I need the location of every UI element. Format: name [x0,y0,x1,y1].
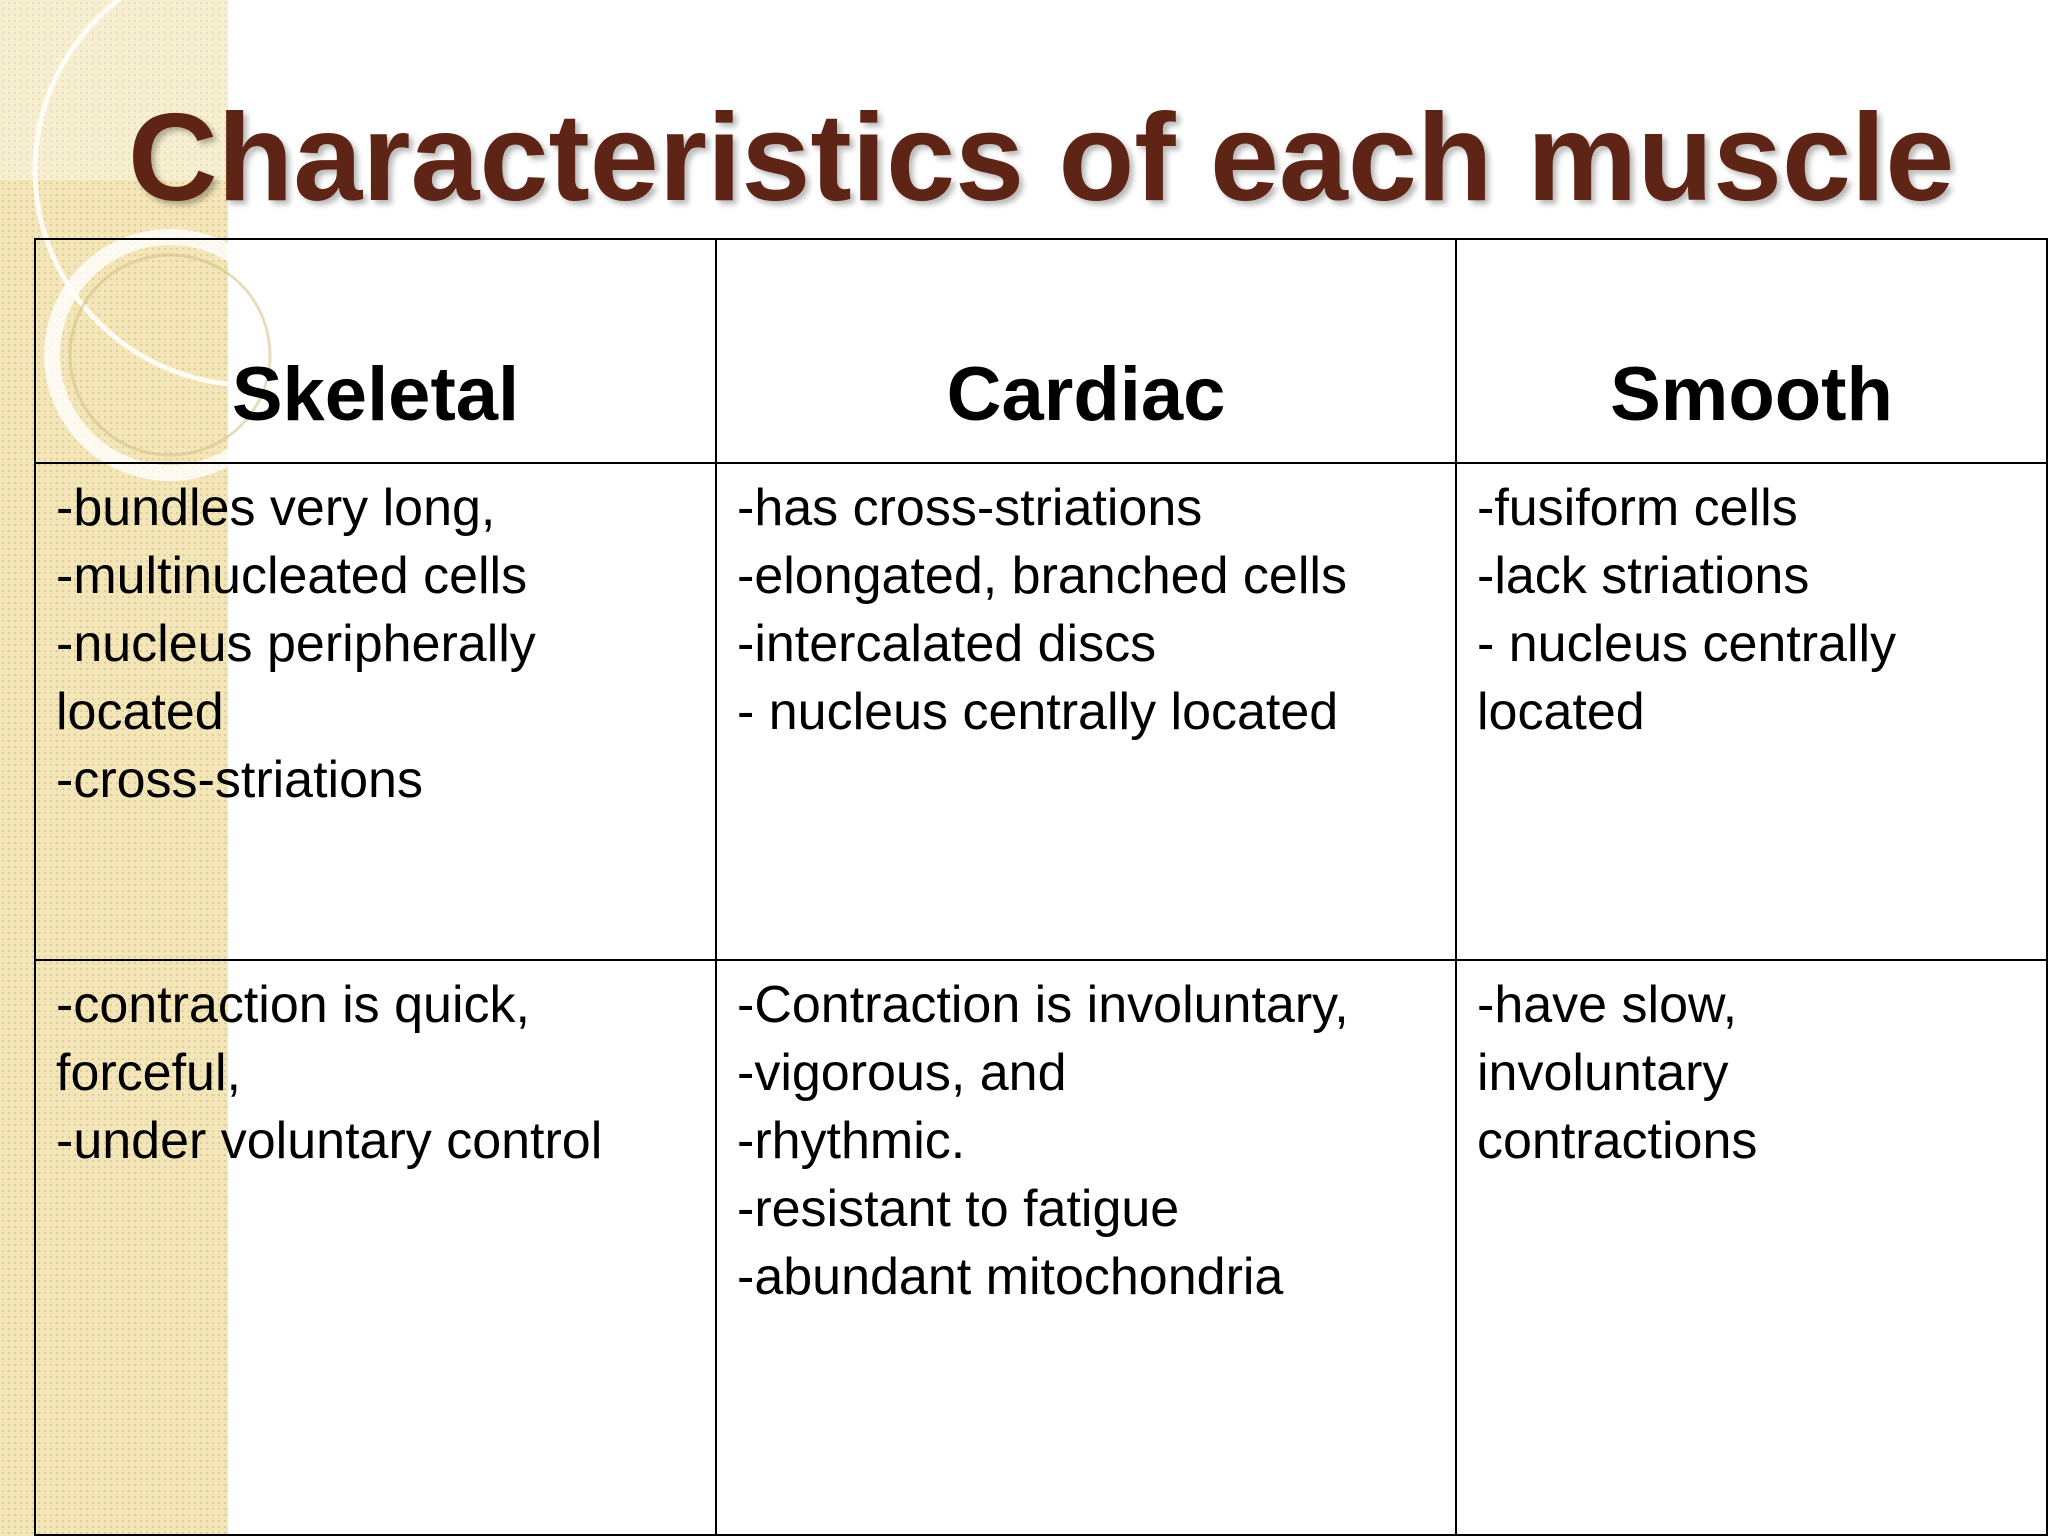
cell-text: -Contraction is involuntary, -vigorous, and -rhythmic. -resistant to fatigue -abundant mitochondria [737,976,1349,1306]
cell-text: -has cross-striations -elongated, branched cells -intercalated discs - nucleus centrally located [737,479,1347,741]
table-cell [1456,960,2047,1535]
header-label: Cardiac [946,352,1226,437]
cell-text: -fusiform cells -lack striations - nucleus centrally located [1477,479,1897,741]
header-cell-skeletal [35,239,716,463]
table-cell [35,960,716,1535]
cell-text: -bundles very long, -multinucleated cells -nucleus peripherally located -cross-striations [56,479,536,809]
header-label: Skeletal [231,352,520,437]
table-cell [1456,463,2047,960]
table-row [35,960,2047,1535]
table-cell [716,463,1456,960]
table-row [35,463,2047,960]
muscle-comparison-table [34,238,2048,1536]
header-cell-smooth [1456,239,2047,463]
table-cell [35,463,716,960]
table-header-row [35,239,2047,463]
cell-text: -have slow, involuntary contractions [1477,976,1758,1170]
cell-text: -contraction is quick, forceful, -under voluntary control [56,976,603,1170]
header-label: Smooth [1610,352,1893,437]
header-cell-cardiac [716,239,1456,463]
slide-title: Characteristics of each muscle [128,89,1955,227]
table-cell [716,960,1456,1535]
